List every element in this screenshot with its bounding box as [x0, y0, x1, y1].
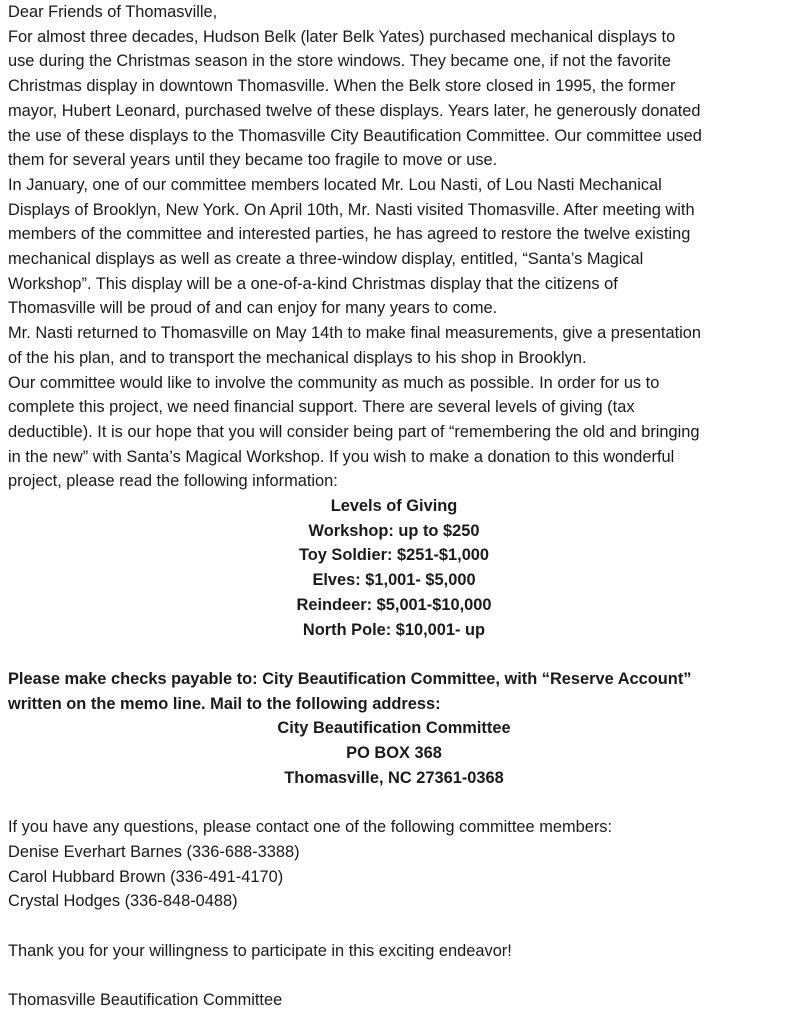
paragraph-lou-nasti: [8, 173, 800, 321]
giving-level: Workshop: up to $250: [308, 521, 480, 540]
paragraph-line: For almost three decades, Hudson Belk (later Belk Yates) purchased mechanical displays to: [8, 27, 676, 46]
questions-intro: If you have any questions, please contact one of the following committee members:: [8, 818, 613, 837]
paragraph-line: in the new” with Santa’s Magical Workshop. If you wish to make a donation to this wonderful: [8, 447, 675, 466]
paragraph-line: Displays of Brooklyn, New York. On April 10th, Mr. Nasti visited Thomasville. After meeting with: [8, 200, 695, 219]
paragraph-line: mayor, Hubert Leonard, purchased twelve of these displays. Years later, he generously donated: [8, 101, 701, 120]
check-line: Please make checks payable to: City Beautification Committee, with “Reserve Account”: [8, 669, 692, 688]
paragraph-line: Thomasville will be proud of and can enjoy for many years to come.: [8, 299, 498, 318]
levels-title: Levels of Giving: [330, 497, 458, 516]
paragraph-line: In January, one of our committee members located Mr. Lou Nasti, of Lou Nasti Mechanical: [8, 175, 662, 194]
spacer: [8, 790, 800, 815]
greeting: Dear Friends of Thomasville,: [8, 3, 218, 21]
levels-of-giving: [8, 494, 800, 642]
signature: Thomasville Beautification Committee: [8, 991, 283, 1010]
giving-level: Reindeer: $5,001-$10,000: [296, 595, 492, 614]
mailing-address: [8, 716, 800, 790]
spacer: [8, 963, 800, 988]
contact-item: Crystal Hodges (336-848-0488): [8, 892, 238, 911]
paragraph-line: project, please read the following information:: [8, 472, 338, 491]
paragraph-line: Workshop”. This display will be a one-of-a-kind Christmas display that the citizens of: [8, 274, 618, 293]
paragraph-line: Mr. Nasti returned to Thomasville on May 14th to make final measurements, give a presentation: [8, 324, 701, 343]
contact-item: Denise Everhart Barnes (336-688-3388): [8, 842, 300, 861]
letter-document: [8, 0, 800, 1013]
spacer: [8, 642, 800, 667]
paragraph-line: deductible). It is our hope that you will consider being part of “remembering the old and bringing: [8, 422, 700, 441]
address-line: PO BOX 368: [346, 744, 442, 763]
paragraph-line: complete this project, we need financial support. There are several levels of giving (tax: [8, 398, 635, 417]
paragraph-line: the use of these displays to the Thomasville City Beautification Committee. Our committee used: [8, 126, 702, 145]
paragraph-return-visit: [8, 321, 800, 370]
paragraph-line: of the his plan, and to transport the mechanical displays to his shop in Brooklyn.: [8, 348, 587, 367]
paragraph-line: Our committee would like to involve the community as much as possible. In order for us to: [8, 373, 660, 392]
paragraph-line: use during the Christmas season in the store windows. They became one, if not the favorite: [8, 52, 671, 71]
paragraph-donation-appeal: [8, 371, 800, 495]
address-line: City Beautification Committee: [277, 719, 511, 738]
paragraph-history: [8, 25, 800, 173]
address-line: Thomasville, NC 27361-0368: [284, 768, 504, 787]
giving-level: North Pole: $10,001- up: [302, 620, 486, 639]
paragraph-line: them for several years until they became too fragile to move or use.: [8, 151, 498, 170]
giving-level: Elves: $1,001- $5,000: [312, 571, 476, 590]
thank-you-line: Thank you for your willingness to participate in this exciting endeavor!: [8, 941, 512, 960]
check-instructions: [8, 667, 800, 716]
paragraph-line: Christmas display in downtown Thomasville. When the Belk store closed in 1995, the former: [8, 77, 676, 96]
contact-item: Carol Hubbard Brown (336-491-4170): [8, 867, 284, 886]
spacer: [8, 914, 800, 939]
paragraph-line: members of the committee and interested parties, he has agreed to restore the twelve existing: [8, 225, 691, 244]
check-line: written on the memo line. Mail to the following address:: [8, 694, 441, 713]
contact-list: [8, 840, 800, 914]
paragraph-line: mechanical displays as well as create a three-window display, entitled, “Santa’s Magical: [8, 250, 644, 269]
giving-level: Toy Soldier: $251-$1,000: [298, 546, 490, 565]
